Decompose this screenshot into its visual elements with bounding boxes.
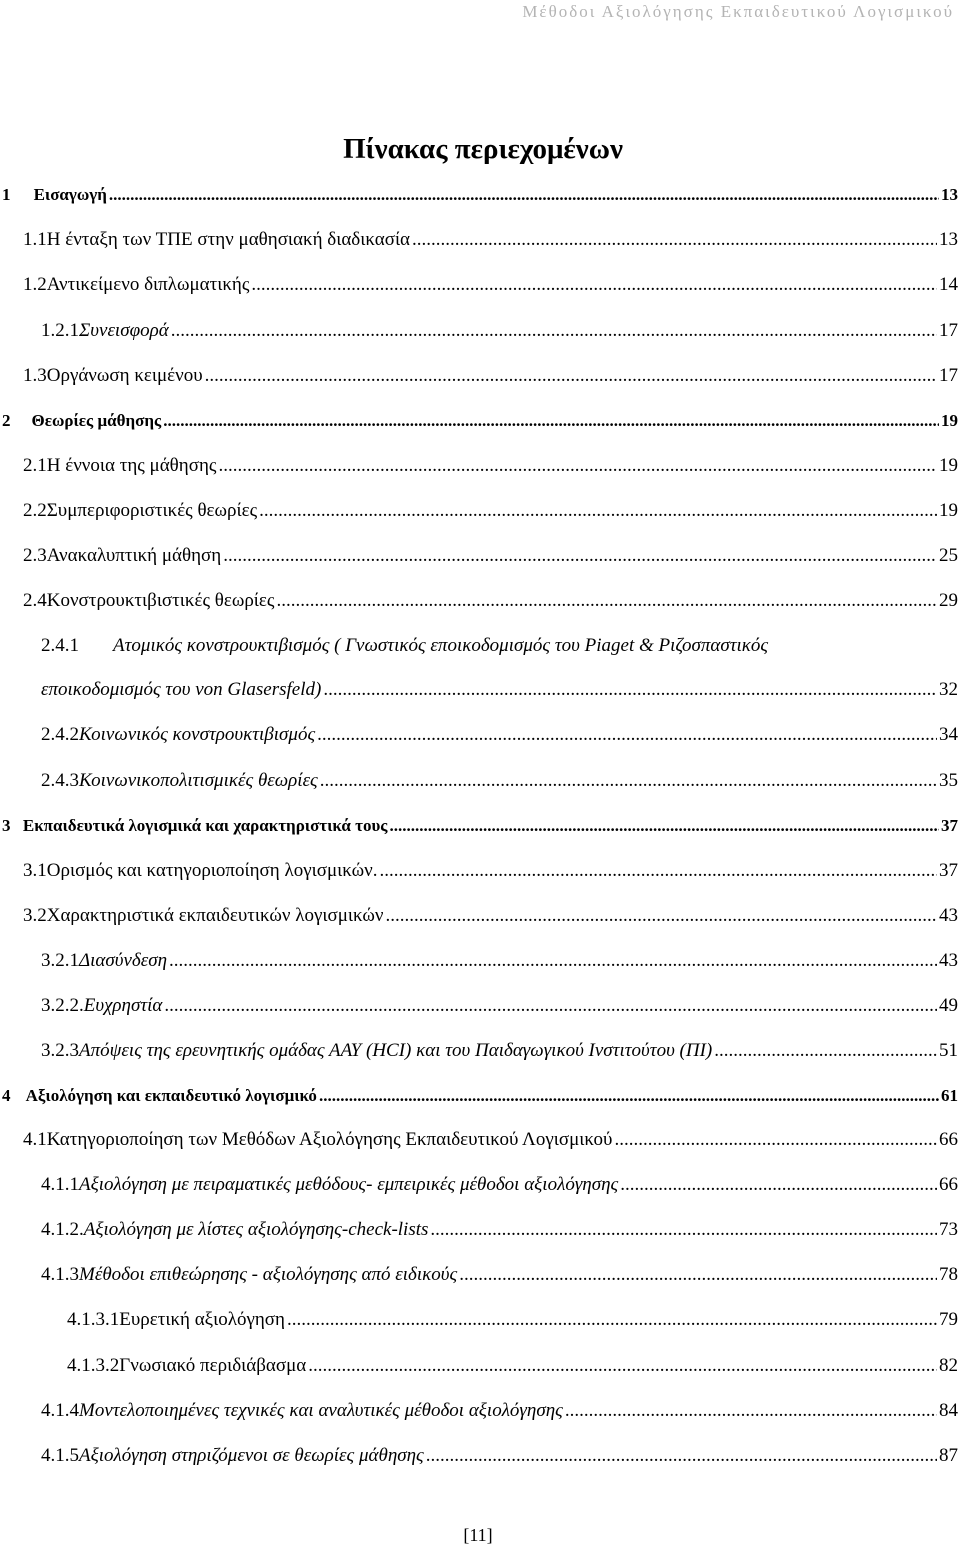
toc-entry-page: 78 [939, 1264, 958, 1285]
dot-leader [386, 901, 937, 931]
toc-entry-title: Εκπαιδευτικά λογισμικά και χαρακτηριστικά τους [22, 816, 388, 835]
dot-leader [223, 541, 937, 571]
dot-leader [323, 675, 937, 705]
toc-entry-title: Χαρακτηριστικά εκπαιδευτικών λογισμικών [46, 905, 384, 926]
toc-entry-page: 43 [939, 950, 958, 971]
toc-entry-number: 4.1.2. [41, 1219, 84, 1240]
toc-heading [0, 133, 960, 166]
toc-entry[interactable] [0, 1170, 960, 1200]
toc-entry-title: Συμπεριφοριστικές θεωρίες [46, 500, 258, 521]
toc-entry-page: 13 [941, 185, 958, 204]
dot-leader [251, 270, 937, 300]
toc-entry[interactable] [0, 1441, 960, 1471]
toc-entry-page: 13 [939, 229, 958, 250]
toc-entry-title: Εισαγωγή [33, 185, 107, 204]
toc-entry-number: 3.2.1 [41, 950, 79, 971]
dot-leader [614, 1125, 937, 1155]
toc-entry[interactable] [0, 631, 960, 661]
dot-leader [565, 1396, 937, 1426]
toc-entry[interactable] [0, 451, 960, 481]
toc-entry-page: 19 [941, 411, 958, 430]
toc-entry-number: 3.2 [23, 905, 47, 926]
page-number-text: [11] [463, 1525, 493, 1545]
toc-entry-page: 61 [941, 1086, 958, 1105]
toc-entry-number: 4 [2, 1086, 11, 1105]
toc-entry[interactable] [0, 1305, 960, 1335]
dot-leader [426, 1441, 937, 1471]
dot-leader [218, 451, 937, 481]
toc-entry-title: Κοινωνικοπολιτισμικές θεωρίες [79, 770, 318, 791]
toc-entry[interactable] [0, 946, 960, 976]
toc-entry-number: 4.1.3 [41, 1264, 79, 1285]
toc-entry-number: 1.1 [23, 229, 47, 250]
dot-leader [171, 316, 937, 346]
toc-entry-title: Κατηγοριοποίηση των Μεθόδων Αξιολόγησης Εκπαιδευτικού Λογισμικού [46, 1129, 613, 1150]
toc-entry-number: 1 [2, 185, 11, 204]
toc-entry-number: 2.4.2 [41, 724, 79, 745]
dot-leader [259, 496, 937, 526]
dot-leader [459, 1260, 937, 1290]
toc-entry-page: 19 [939, 455, 958, 476]
toc-entry-number: 2.4 [23, 590, 47, 611]
toc-entry-number: 1.3 [23, 365, 47, 386]
toc-entry[interactable] [0, 1351, 960, 1381]
toc-entry-number: 4.1.1 [41, 1174, 79, 1195]
toc-entry-page: 73 [939, 1219, 958, 1240]
toc-entry-page: 17 [939, 365, 958, 386]
toc-entry-title: Αξιολόγηση και εκπαιδευτικό λογισμικό [25, 1086, 317, 1105]
toc-entry[interactable] [0, 496, 960, 526]
toc-entry[interactable] [0, 856, 960, 886]
toc-entry-page: 37 [939, 860, 958, 881]
toc-entry-page: 82 [939, 1355, 958, 1376]
dot-leader [319, 1081, 939, 1111]
toc-entry[interactable] [0, 586, 960, 616]
toc-entry-title: Αξιολόγηση με πειραματικές μεθόδους- εμπειρικές μέθοδοι αξιολόγησης [79, 1174, 619, 1195]
toc-entry-page: 66 [939, 1174, 958, 1195]
dot-leader [320, 766, 937, 796]
toc-entry-title: Ευρετική αξιολόγηση [119, 1309, 285, 1330]
toc-entry-number: 4.1.3.1 [67, 1309, 120, 1330]
toc-entry-title: Οργάνωση κειμένου [46, 365, 203, 386]
toc-heading-text: Πίνακας περιεχομένων [343, 133, 623, 165]
toc-entry-title: Αντικείμενο διπλωματικής [46, 274, 250, 295]
toc-entry-title-continuation: εποικοδομισμός του von Glasersfeld) [41, 679, 322, 700]
toc-entry-title: Απόψεις της ερευνητικής ομάδας ΑΑΥ (HCI) και του Παιδαγωγικού Ινστιτούτου (ΠΙ) [79, 1040, 713, 1061]
toc-entry[interactable] [0, 811, 960, 841]
toc-entry-page: 25 [939, 545, 958, 566]
toc-entry-number: 2.4.3 [41, 770, 79, 791]
toc-entry-number: 4.1.4 [41, 1400, 79, 1421]
toc-entry-page: 32 [939, 679, 958, 700]
toc-entry[interactable] [0, 766, 960, 796]
toc-entry[interactable] [0, 316, 960, 346]
dot-leader [620, 1170, 937, 1200]
toc-entry-page: 35 [939, 770, 958, 791]
toc-entry-page: 79 [939, 1309, 958, 1330]
dot-leader [380, 856, 938, 886]
toc-entry-number: 2.4.1 [41, 635, 79, 656]
toc-entry-number: 3 [2, 816, 11, 835]
toc-entry-title: Η ένταξη των ΤΠΕ στην μαθησιακή διαδικασία [46, 229, 411, 250]
toc-entry-title: Ανακαλυπτική μάθηση [46, 545, 222, 566]
toc-entry[interactable] [0, 1396, 960, 1426]
toc-entry[interactable] [0, 1081, 960, 1111]
toc-entry-title: Αξιολόγηση με λίστες αξιολόγησης-check-lists [83, 1219, 429, 1240]
toc-entry-number: 4.1.3.2 [67, 1355, 120, 1376]
toc-entry[interactable] [0, 1260, 960, 1290]
toc-entry-number: 3.2.2. [41, 995, 84, 1016]
dot-leader [714, 1036, 937, 1066]
dot-leader [430, 1215, 937, 1245]
toc-entry-number: 1.2.1 [41, 320, 79, 341]
toc-entry-page: 34 [939, 724, 958, 745]
toc-entry-title: Κονστρουκτιβιστικές θεωρίες [46, 590, 275, 611]
toc-entry[interactable] [0, 720, 960, 750]
dot-leader [109, 180, 939, 210]
dot-leader [317, 720, 937, 750]
toc-entry-number: 3.1 [23, 860, 47, 881]
toc-entry-number: 4.1.5 [41, 1445, 79, 1466]
toc-entry[interactable] [0, 1036, 960, 1066]
toc-entry-title: Κοινωνικός κονστρουκτιβισμός [79, 724, 316, 745]
toc-entry-page: 17 [939, 320, 958, 341]
dot-leader [169, 946, 937, 976]
toc-entry[interactable] [0, 270, 960, 300]
toc-entry-page: 84 [939, 1400, 958, 1421]
toc-entry-title: Η έννοια της μάθησης [46, 455, 217, 476]
dot-leader [412, 225, 937, 255]
toc-entry-page: 29 [939, 590, 958, 611]
toc-entry-page: 49 [939, 995, 958, 1016]
toc-entry-page: 51 [939, 1040, 958, 1061]
toc-entry-title: Ευχρηστία [83, 995, 163, 1016]
toc-entry-number: 2.2 [23, 500, 47, 521]
dot-leader [308, 1351, 937, 1381]
toc-entry-page: 66 [939, 1129, 958, 1150]
toc-entry-title: Γνωσιακό περιδιάβασμα [119, 1355, 307, 1376]
toc-entry[interactable] [0, 406, 960, 436]
toc-entry[interactable] [0, 225, 960, 255]
toc-entry-title: Αξιολόγηση στηριζόμενοι σε θεωρίες μάθησης [79, 1445, 424, 1466]
toc-entry-number: 2.1 [23, 455, 47, 476]
page-number [0, 1525, 960, 1546]
toc-entry-page: 87 [939, 1445, 958, 1466]
toc-entry-number: 4.1 [23, 1129, 47, 1150]
dot-leader [287, 1305, 937, 1335]
toc-entry-page: 37 [941, 816, 958, 835]
toc-entry-title: Θεωρίες μάθησης [31, 411, 162, 430]
dot-leader [276, 586, 937, 616]
dot-leader [389, 811, 939, 841]
toc-entry[interactable] [0, 1215, 960, 1245]
toc-entry-page: 19 [939, 500, 958, 521]
running-header: Μέθοδοι Αξιολόγησης Εκπαιδευτικού Λογισμικού [522, 2, 954, 21]
toc-entry-title: Μοντελοποιημένες τεχνικές και αναλυτικές μέθοδοι αξιολόγησης [79, 1400, 563, 1421]
toc-entry[interactable] [0, 1125, 960, 1155]
toc-entry[interactable] [0, 541, 960, 571]
dot-leader [205, 361, 937, 391]
toc-entry-title: Διασύνδεση [79, 950, 168, 971]
toc-entry[interactable] [0, 180, 960, 210]
toc-entry-number: 1.2 [23, 274, 47, 295]
toc-entry-title: Ατομικός κονστρουκτιβισμός ( Γνωστικός εποικοδομισμός του Piaget & Ριζοσπαστικός [113, 635, 769, 656]
toc-entry-page: 43 [939, 905, 958, 926]
dot-leader [164, 991, 937, 1021]
toc-entry-number: 3.2.3 [41, 1040, 79, 1061]
toc-entry-title: Συνεισφορά [79, 320, 169, 341]
toc-entry[interactable] [0, 361, 960, 391]
toc-entry-number: 2.3 [23, 545, 47, 566]
toc-entry-title: Μέθοδοι επιθεώρησης - αξιολόγησης από ειδικούς [79, 1264, 458, 1285]
toc-entry-continuation[interactable] [0, 675, 960, 705]
toc-entry[interactable] [0, 901, 960, 931]
toc-entry[interactable] [0, 991, 960, 1021]
toc-entry-page: 14 [939, 274, 958, 295]
toc-entry-title: Ορισμός και κατηγοριοποίηση λογισμικών. [46, 860, 378, 881]
toc-entry-number: 2 [2, 411, 11, 430]
dot-leader [163, 406, 939, 436]
